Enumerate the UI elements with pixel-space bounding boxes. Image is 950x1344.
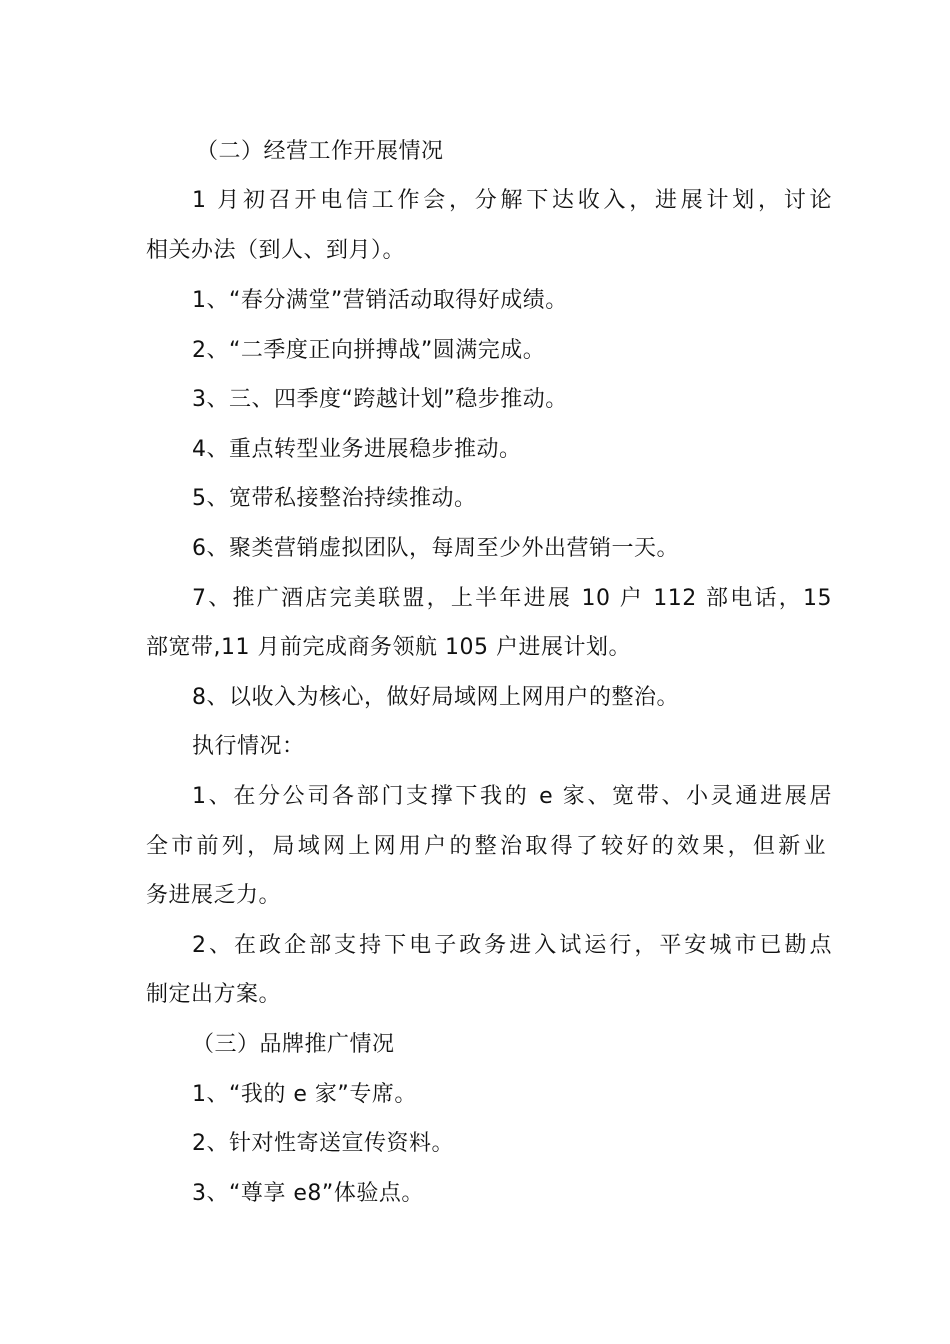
list-item: 2、在政企部支持下电子政务进入试运行，平安城市已勘点 bbox=[192, 933, 832, 958]
paragraph-line: 全市前列，局域网上网用户的整治取得了较好的效果，但新业 bbox=[146, 834, 826, 859]
section-heading-operations: （二）经营工作开展情况 bbox=[196, 139, 444, 164]
paragraph-line: 制定出方案。 bbox=[146, 982, 282, 1007]
list-item: 1、在分公司各部门支撑下我的 e 家、宽带、小灵通进展居 bbox=[192, 784, 832, 809]
list-item: 1、“我的 e 家”专席。 bbox=[192, 1082, 417, 1107]
list-item: 3、三、四季度“跨越计划”稳步推动。 bbox=[192, 387, 568, 412]
list-item: 2、针对性寄送宣传资料。 bbox=[192, 1131, 454, 1156]
list-item: 3、“尊享 e8”体验点。 bbox=[192, 1181, 424, 1206]
paragraph-line: 相关办法（到人、到月）。 bbox=[146, 238, 406, 263]
subheading-execution: 执行情况： bbox=[192, 734, 305, 759]
list-item: 2、“二季度正向拼搏战”圆满完成。 bbox=[192, 338, 546, 363]
section-heading-brand: （三）品牌推广情况 bbox=[192, 1032, 395, 1057]
list-item: 8、以收入为核心，做好局域网上网用户的整治。 bbox=[192, 685, 679, 710]
paragraph-line: 部宽带,11 月前完成商务领航 105 户进展计划。 bbox=[146, 635, 631, 660]
list-item: 7、推广酒店完美联盟，上半年进展 10 户 112 部电话，15 bbox=[192, 586, 832, 611]
list-item: 4、重点转型业务进展稳步推动。 bbox=[192, 437, 522, 462]
list-item: 5、宽带私接整治持续推动。 bbox=[192, 486, 477, 511]
list-item: 1、“春分满堂”营销活动取得好成绩。 bbox=[192, 288, 568, 313]
paragraph-line: 务进展乏力。 bbox=[146, 883, 282, 908]
list-item: 6、聚类营销虚拟团队，每周至少外出营销一天。 bbox=[192, 536, 679, 561]
paragraph-line: 1 月初召开电信工作会，分解下达收入，进展计划，讨论 bbox=[192, 188, 832, 213]
